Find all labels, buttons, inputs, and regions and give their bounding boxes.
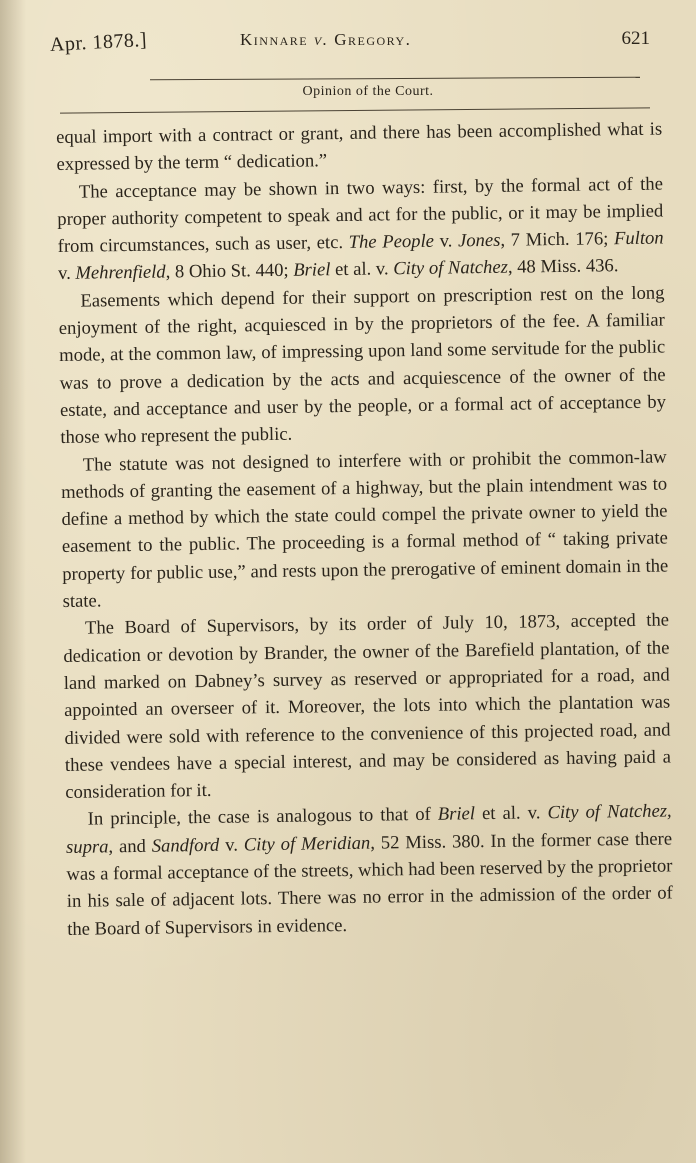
case-title-defendant: Gregory. <box>334 30 412 49</box>
paragraph-text: The Board of Supervisors, by its order of July 10, 1873, accepted the dedication or devotion by Brander, the owner of the Barefield plantation, of the land marked on Dabney’s survey as reserved or appropriated for a road, and appointed an overseer of it. Moreover, the lots into which the plantation was divided were sold with reference to the convenience of this projected road, and these vendees have a special interest, and may be considered as having paid a consideration for it. <box>63 609 672 804</box>
paragraph-text: v. <box>57 263 76 285</box>
case-citation-italic: Briel <box>437 803 476 826</box>
paragraph-text: v. <box>433 230 459 252</box>
paragraph <box>57 170 664 288</box>
paragraph <box>56 116 663 179</box>
page-number: 621 <box>621 28 650 49</box>
section-heading: Opinion of the Court. <box>302 84 434 99</box>
paragraph-text: , 8 Ohio St. 440; <box>165 260 294 283</box>
paragraph-text: v. <box>219 834 244 856</box>
case-citation-italic: Mehrenfield <box>75 261 166 285</box>
running-head-date: Apr. 1878.] <box>49 28 148 56</box>
paragraph <box>61 443 669 615</box>
paragraph-text: Easements which depend for their support on prescription rest on the long enjoyment of the right, acquiesced in by the proprietors of the fee. A familiar mode, at the common law, of impressing upon land some servitude for the public was to prove a dedication by the acts and acquiescence of the owner of the estate, and acceptance and user by the people, or a formal act of acceptance by those who represent the public. <box>58 282 667 449</box>
case-title-versus: v. <box>313 30 329 49</box>
case-citation-italic: The People <box>348 230 435 254</box>
case-citation-italic: City of Natchez, supra <box>65 800 672 858</box>
case-title-plaintiff: Kinnare <box>240 30 309 49</box>
header-rule-bottom <box>60 107 650 113</box>
case-citation-italic: City of Natchez <box>393 257 509 280</box>
header-rule-top <box>150 77 640 81</box>
case-citation-italic: Briel <box>293 259 331 282</box>
case-title <box>240 30 411 50</box>
paragraph <box>66 798 674 943</box>
case-citation-italic: Sandford <box>151 834 220 857</box>
paragraph-text: The statute was not designed to interfere with or prohibit the common-law methods of granting the easement of a highway, but the plain intendment was to define a method by which the state could compel the private owner to yield the easement to the public. The proceeding is a formal method of “ taking private property for public use,” and rests upon the prerogative of eminent domain in the state. <box>60 446 669 612</box>
binding-gutter-shadow <box>0 0 26 1163</box>
paragraph-text: , 7 Mich. 176; <box>500 228 615 251</box>
paragraph-text: et al. v. <box>474 802 548 825</box>
paragraph-text: The acceptance may be shown in two ways: first, by the formal act of the proper authority competent to speak and act for the public, or it may be implied from circumstances, such as user, etc. <box>57 173 664 258</box>
paragraph-text: , and <box>108 835 152 858</box>
opinion-body-text <box>56 116 673 943</box>
paragraph-text: equal import with a contract or grant, and there has been accomplished what is expressed by the term “ dedication.” <box>56 118 663 176</box>
paragraph-text: , 48 Miss. 436. <box>507 255 619 279</box>
paragraph-text: In principle, the case is analogous to that of <box>87 804 438 831</box>
paragraph-text: , 52 Miss. 380. In the former case there was a formal acceptance of the streets, which had been reserved by the proprietor in his sale of adjacent lots. There was no error in the admission of the order of the Board of Supervisors in evidence. <box>66 828 673 940</box>
running-head <box>50 26 650 56</box>
case-citation-italic: Fulton <box>613 227 664 250</box>
paragraph <box>63 607 672 807</box>
case-citation-italic: City of Meridian <box>243 832 371 856</box>
paragraph <box>58 279 666 451</box>
case-citation-italic: Jones <box>457 229 501 252</box>
paragraph-text: et al. v. <box>330 258 394 281</box>
